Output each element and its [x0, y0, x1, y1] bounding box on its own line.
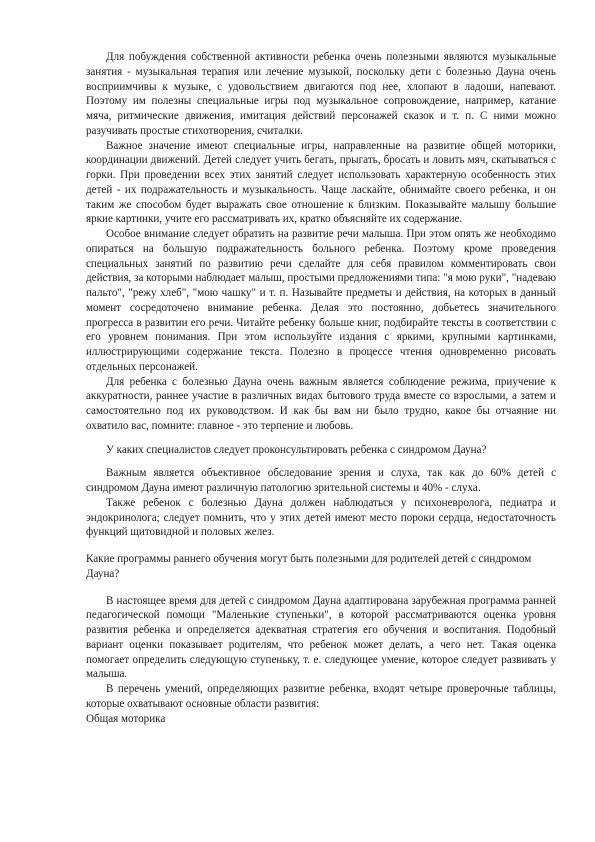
- paragraph-little-steps: В настоящее время для детей с синдромом Дауна адаптирована зарубежная программа ранней педагогической помощи "Маленькие ступеньки", в которой рассматриваются оценка уровня развития ребенка и определяется адекватная стратегия его обучения и воспитания. Подобный вариант оценки показывает родителям, что ребенок может делать, а чего нет. Такая оценка помогает определить следующую ступеньку, т. е. следующее умение, которое следует развивать у малыша.: [86, 594, 556, 681]
- paragraph-vision-hearing: Важным является объективное обследование зрения и слуха, так как до 60% детей с синдромом Дауна имеют различную патологию зрительной системы и 40% - слуха.: [86, 467, 556, 494]
- question-early-programs: Какие программы раннего обучения могут быть полезными для родителей детей с синдромом Дауна?: [86, 553, 532, 580]
- list-item-gross-motor: Общая моторика: [86, 712, 166, 725]
- paragraph-routine: Для ребенка с болезнью Дауна очень важным является соблюдение режима, приучение к аккуратности, раннее участие в различных видах бытового труда вместе со взрослыми, а затем и самостоятельно под их руководством. И как бы вам ни было трудно, какое бы отчаяние ни охватило вас, помните: главное - это терпение и любовь.: [86, 375, 556, 432]
- paragraph-speech: Особое внимание следует обратить на развитие речи малыша. При этом опять же необходимо опираться на большую подражательность больного ребенка. Поэтому кроме проведения специальных занятий по развитию речи сделайте для себя правилом комментировать свои действия, за которыми наблюдает малыш, простыми предложениями типа: "я мою руки", "надеваю пальто", "режу хлеб", "мою чашку" и т. п. Называйте предметы и действия, на которых в данный момент сосредоточено внимание ребенка. Делая это постоянно, добьетесь значительного прогресса в развитии его речи. Читайте ребенку больше книг, подбирайте тексты в соответствии с его уровнем понимания. При этом используйте издания с яркими, крупными картинками, иллюстрирующими содержание текста. Полезно в процессе чтения одновременно рисовать отдельных персонажей.: [86, 228, 556, 373]
- paragraph-doctors: Также ребенок с болезнью Дауна должен наблюдаться у психоневролога, педиатра и эндокринолога; следует помнить, что у этих детей имеют место пороки сердца, недостаточность функций щитовидной и половых желез.: [86, 496, 556, 539]
- paragraph-music: Для побуждения собственной активности ребенка очень полезными являются музыкальные занятия - музыкальная терапия или лечение музыкой, поскольку дети с болезнью Дауна очень восприимчивы к музыке, с удовольствием двигаются под нее, хлопают в ладоши, напевают. Поэтому им полезны специальные игры под музыкальное сопровождение, например, катание мяча, ритмические движения, имитация действий персонажей сказок и т. п. С ними можно разучивать простые стихотворения, считалки.: [86, 51, 556, 137]
- paragraph-motor-skills: Важное значение имеют специальные игры, направленные на развитие общей моторики, координации движений. Детей следует учить бегать, прыгать, бросать и ловить мяч, скатываться с горки. При проведении всех этих занятий следует использовать характерную особенность этих детей - их подражательность и музыкальность. Чаще ласкайте, обнимайте своего ребенка, и он таким же способом будет выражать свое отношение к близким. Показывайте малышу большие яркие картинки, учите его рассматривать их, кратко объясняйте их содержание.: [86, 139, 556, 226]
- question-specialists: У каких специалистов следует проконсультировать ребенка с синдромом Дауна?: [106, 443, 487, 456]
- paragraph-tables: В перечень умений, определяющих развитие ребенка, входят четыре проверочные таблицы, которые охватывают основные области развития:: [86, 683, 556, 710]
- document-page: [86, 50, 556, 726]
